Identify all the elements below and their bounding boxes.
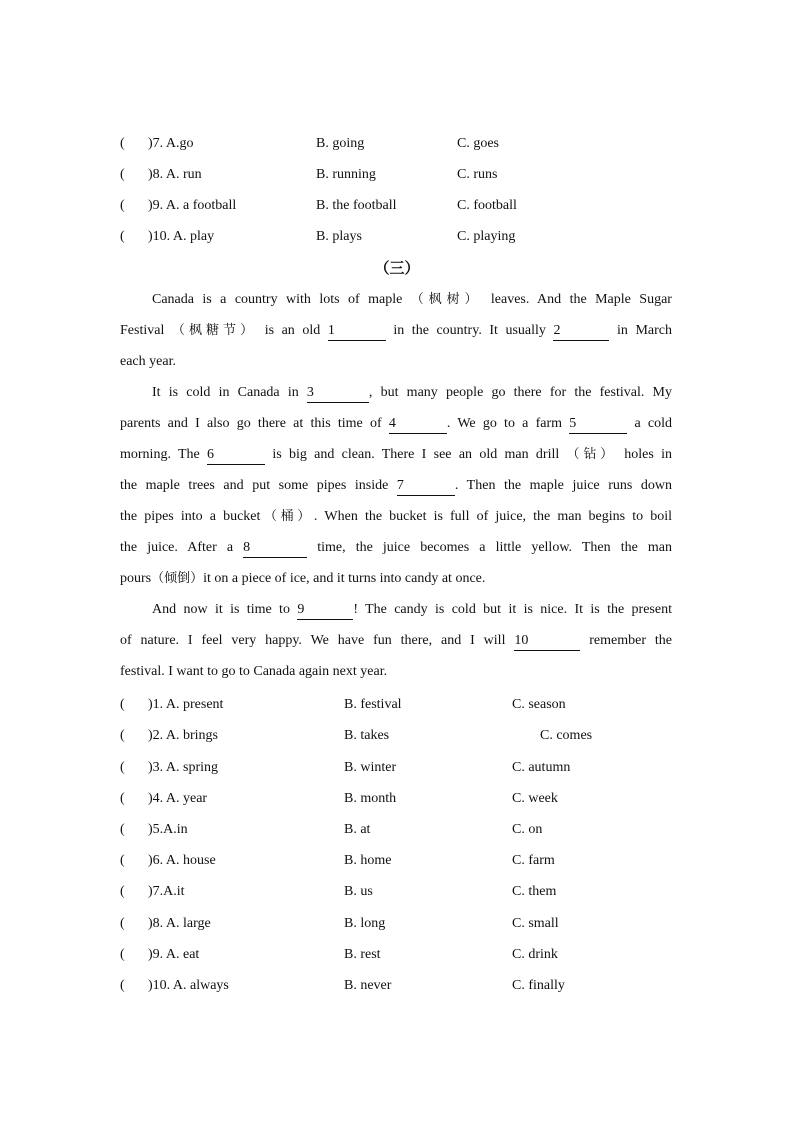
- option-b: B. plays: [316, 229, 362, 244]
- option-c: C. on: [512, 822, 543, 837]
- option-c: C. playing: [457, 229, 516, 244]
- answer-paren: (: [120, 791, 125, 806]
- blank-2: 2: [553, 322, 609, 341]
- blank-4: 4: [389, 415, 447, 434]
- option-c: C. runs: [457, 167, 498, 182]
- option-a: )10. A. play: [148, 229, 215, 244]
- option-b: B. month: [344, 791, 397, 806]
- option-a: )7.A.it: [148, 884, 185, 899]
- option-b: B. festival: [344, 697, 402, 712]
- blank-5: 5: [569, 415, 627, 434]
- option-c: C. farm: [512, 853, 555, 868]
- answer-paren: (: [120, 697, 125, 712]
- option-c: C. week: [512, 791, 558, 806]
- option-c: C. goes: [457, 136, 499, 151]
- passage-line: Festival （枫糖节） is an old 1 in the country. It usually 2 in March: [120, 315, 672, 346]
- answer-paren: (: [120, 229, 125, 244]
- option-c: C. drink: [512, 947, 558, 962]
- option-b: B. long: [344, 916, 386, 931]
- answer-paren: (: [120, 884, 125, 899]
- option-a: )3. A. spring: [148, 760, 218, 775]
- passage-line: pours（倾倒）it on a piece of ice, and it turns into candy at once.: [120, 571, 486, 586]
- option-a: )9. A. eat: [148, 947, 200, 962]
- option-a: )10. A. always: [148, 978, 229, 993]
- option-a: )9. A. a football: [148, 198, 237, 213]
- answer-paren: (: [120, 136, 125, 151]
- passage-line: the juice. After a 8 time, the juice becomes a little yellow. Then the man: [120, 532, 672, 563]
- option-a: )6. A. house: [148, 853, 216, 868]
- passage-line: the maple trees and put some pipes inside 7 . Then the maple juice runs down: [120, 470, 672, 501]
- option-b: B. the football: [316, 198, 397, 213]
- option-b: B. us: [344, 884, 373, 899]
- passage-line: each year.: [120, 354, 176, 369]
- option-c: C. small: [512, 916, 559, 931]
- option-a: )1. A. present: [148, 697, 224, 712]
- answer-paren: (: [120, 978, 125, 993]
- answer-paren: (: [120, 853, 125, 868]
- option-c: C. season: [512, 697, 566, 712]
- passage: [120, 284, 672, 687]
- answer-paren: (: [120, 198, 125, 213]
- option-a: )5.A.in: [148, 822, 188, 837]
- passage-line: of nature. I feel very happy. We have fun there, and I will 10 remember the: [120, 625, 672, 656]
- answer-paren: (: [120, 167, 125, 182]
- blank-3: 3: [307, 384, 369, 403]
- option-c: C. autumn: [512, 760, 571, 775]
- blank-7: 7: [397, 477, 455, 496]
- option-c: C. them: [512, 884, 557, 899]
- option-b: B. at: [344, 822, 371, 837]
- passage-line: the pipes into a bucket（桶）. When the bucket is full of juice, the man begins to boil: [120, 509, 672, 524]
- blank-9: 9: [297, 601, 353, 620]
- blank-10: 10: [514, 632, 580, 651]
- option-c: C. football: [457, 198, 517, 213]
- option-b: B. never: [344, 978, 392, 993]
- blank-8: 8: [243, 539, 307, 558]
- option-b: B. running: [316, 167, 376, 182]
- answer-paren: (: [120, 822, 125, 837]
- answer-paren: (: [120, 916, 125, 931]
- option-b: B. home: [344, 853, 392, 868]
- option-b: B. takes: [344, 728, 390, 743]
- blank-1: 1: [328, 322, 386, 341]
- option-b: B. winter: [344, 760, 397, 775]
- answer-paren: (: [120, 947, 125, 962]
- option-c: C. finally: [512, 978, 565, 993]
- answer-paren: (: [120, 728, 125, 743]
- option-b: B. rest: [344, 947, 381, 962]
- passage-line: festival. I want to go to Canada again next year.: [120, 664, 388, 679]
- passage-line: It is cold in Canada in 3 , but many people go there for the festival. My: [120, 377, 672, 408]
- option-b: B. going: [316, 136, 365, 151]
- option-a: )8. A. run: [148, 167, 202, 182]
- option-c: C. comes: [540, 728, 593, 743]
- section-title: （三）: [374, 259, 420, 277]
- passage-line: And now it is time to 9 ! The candy is cold but it is nice. It is the present: [120, 594, 672, 625]
- passage-line: Canada is a country with lots of maple （枫树） leaves. And the Maple Sugar: [152, 292, 672, 307]
- passage-line: morning. The 6 is big and clean. There I see an old man drill （钻） holes in: [120, 439, 672, 470]
- option-a: )8. A. large: [148, 916, 211, 931]
- option-a: )2. A. brings: [148, 728, 218, 743]
- blank-6: 6: [207, 446, 265, 465]
- option-a: )7. A.go: [148, 136, 194, 151]
- option-a: )4. A. year: [148, 791, 208, 806]
- answer-paren: (: [120, 760, 125, 775]
- passage-line: parents and I also go there at this time of 4 . We go to a farm 5 a cold: [120, 408, 672, 439]
